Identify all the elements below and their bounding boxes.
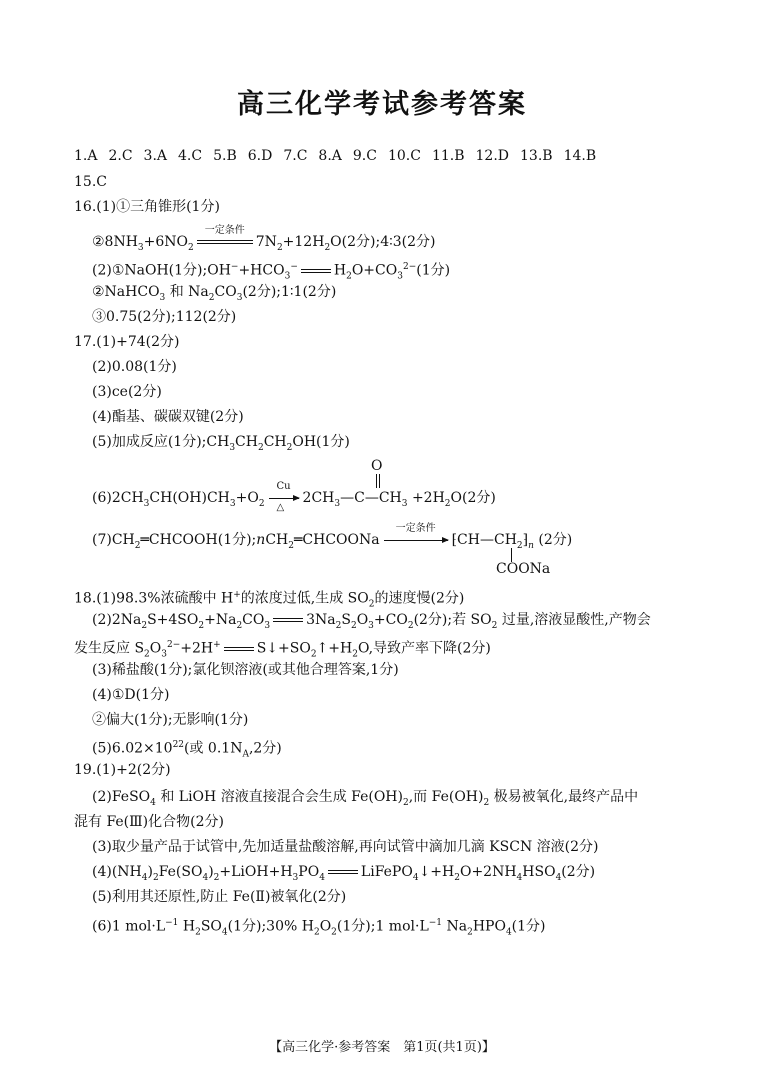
- q19-line-1: 19.(1)+2(2分): [74, 762, 171, 778]
- q19-line-4: (3)取少量产品于试管中,先加适量盐酸溶解,再向试管中滴加几滴 KSCN 溶液(2分): [92, 839, 599, 855]
- mc-answer: 11.B: [431, 148, 465, 164]
- q18-line-4: (3)稀盐酸(1分);氯化钡溶液(或其他合理答案,1分): [92, 662, 399, 678]
- mc-answer: 7.C: [283, 148, 308, 164]
- mc-answer: 14.B: [563, 148, 597, 164]
- q16-line-2: $②8NH_3+6NO_2$ 一定条件 $7N_2+12H_2O(2$分);4∶3(2分): [92, 232, 724, 258]
- mc-answer: 13.B: [520, 148, 553, 164]
- q18-line-3: 发生反应 $S_2O_3^{2-}+2H^+$ $S↓+SO_2↑+H_2O$,导致产率下降(2分): [74, 640, 491, 660]
- q19-line-7: (6)1 $mol\cdot L^{-1}$ $H_2SO_4(1$分);30% $H_2O_2(1$分);1 $mol\cdot L^{-1}$ $Na_2HPO_4(1$分): [92, 918, 546, 938]
- q17-line-6: $(6)2CH_3CH(OH)CH_3+O_2$ Cu △ $2CH_3—C—CH_3 +2H_2O(2$分): [92, 488, 724, 514]
- heat-symbol: △: [276, 502, 285, 513]
- q19-line-3: 混有 Fe(Ⅲ)化合物(2分): [74, 814, 224, 830]
- q16-line-4: ②NaHCO$_3$ 和 $Na_2CO_3(2$分);1∶1(2分): [92, 284, 337, 303]
- q19-line-5: $(4)(NH_4)_2Fe(SO_4)_2+LiOH+H_3PO_4$ $LiFePO_4↓+H_2O+2NH_4HSO_4(2$分): [92, 864, 596, 883]
- q17-line-4: (4)酯基、碳碳双键(2分): [92, 409, 244, 425]
- coona-group: COONa: [496, 561, 551, 577]
- single-bond: [511, 548, 512, 562]
- q18-line-6: ②偏大(1分);无影响(1分): [92, 712, 249, 728]
- q17-line-2: (2)0.08(1分): [92, 359, 177, 375]
- page-footer: 【高三化学·参考答案 第1页(共1页)】: [269, 1040, 495, 1055]
- mc-answer: 10.C: [387, 148, 421, 164]
- mc-answer: 9.C: [352, 148, 377, 164]
- q16-line-1: 16.(1)①三角锥形(1分): [74, 199, 220, 215]
- q19-line-6: (5)利用其还原性,防止 Fe(Ⅱ)被氧化(2分): [92, 889, 347, 905]
- q19-line-2: (2)FeSO$_4$ 和 LiOH 溶液直接混合会生成 $Fe(OH)_2$,而 $Fe(OH)_2$ 极易被氧化,最终产品中: [92, 789, 639, 808]
- q16-line-3: (2)①NaOH(1分)$;OH^-+HCO_3^-$ $H_2O+CO_3^{2-}(1$分): [92, 262, 451, 282]
- q17-line-1: 17.(1)+74(2分): [74, 334, 180, 350]
- double-bond: [376, 474, 380, 488]
- q16-line-5: ③0.75(2分);112(2分): [92, 309, 237, 325]
- q18-line-2: $(2)2Na_2S+4SO_2+Na_2CO_3$ $3Na_2S_2O_3+CO_2(2$分);若 $SO_2$ 过量,溶液显酸性,产物会: [92, 612, 651, 631]
- mc-answer: 3.A: [143, 148, 168, 164]
- mc-answer: 1.A: [74, 148, 98, 164]
- reaction-condition: 一定条件: [395, 523, 436, 534]
- q18-line-7: $(5)6.02\times 10^{22}$(或 $0.1N_A,2$分): [92, 740, 282, 760]
- page-title: 高三化学考试参考答案: [237, 89, 527, 120]
- q17-line-5: (5)加成反应(1分)$;CH_3CH_2CH_2OH(1$分): [92, 434, 350, 453]
- catalyst-label: Cu: [276, 481, 291, 492]
- mc-answer: 2.C: [108, 148, 133, 164]
- mc-answer: 6.D: [247, 148, 273, 164]
- mc-answers-line-2: 15.C: [74, 174, 107, 190]
- carbonyl-oxygen: O: [371, 458, 383, 474]
- mc-answer: 4.C: [178, 148, 203, 164]
- q17-line-3: (3)ce(2分): [92, 384, 162, 400]
- mc-answer: 5.B: [213, 148, 237, 164]
- q18-line-5: (4)①D(1分): [92, 687, 170, 703]
- q17-line-7: $(7)CH_2═CHCOOH(1$分);nCH$_2$═CHCOONa 一定条件 $⁅CH—CH_2⁆_n$ (2分): [92, 530, 724, 556]
- reaction-condition: 一定条件: [204, 225, 245, 236]
- q18-line-1: 18.(1)98.3%浓硫酸中 H+的浓度过低,生成 $SO_2$的速度慢(2分): [74, 590, 465, 610]
- mc-answer: 8.A: [318, 148, 342, 164]
- mc-answers-line-1: [74, 146, 724, 166]
- mc-answer: 12.D: [475, 148, 510, 164]
